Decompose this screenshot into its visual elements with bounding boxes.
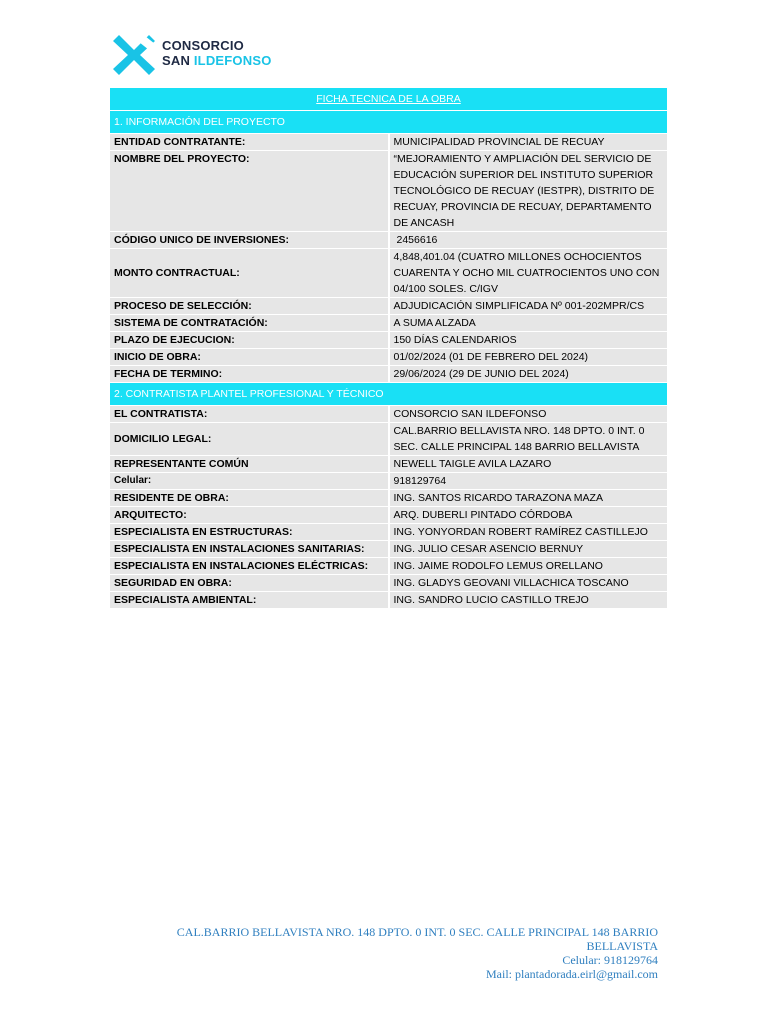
table-row — [110, 524, 667, 541]
table-row — [110, 332, 667, 349]
logo-line1: CONSORCIO — [162, 38, 244, 53]
row-label: SEGURIDAD EN OBRA: — [110, 575, 389, 592]
row-value: ING. YONYORDAN ROBERT RAMÍREZ CASTILLEJO — [389, 524, 668, 541]
row-value: A SUMA ALZADA — [389, 315, 668, 332]
page-footer — [118, 925, 658, 981]
row-label: ESPECIALISTA EN ESTRUCTURAS: — [110, 524, 389, 541]
row-label: CÓDIGO UNICO DE INVERSIONES: — [110, 232, 389, 249]
row-label: FECHA DE TERMINO: — [110, 366, 389, 383]
row-value: NEWELL TAIGLE AVILA LAZARO — [389, 456, 668, 473]
table-row — [110, 151, 667, 232]
table-row — [110, 423, 667, 456]
row-label: DOMICILIO LEGAL: — [110, 423, 389, 456]
table-row — [110, 558, 667, 575]
table-row — [110, 134, 667, 151]
row-label: ESPECIALISTA EN INSTALACIONES SANITARIAS: — [110, 541, 389, 558]
row-label: EL CONTRATISTA: — [110, 406, 389, 423]
table-row — [110, 507, 667, 524]
row-value: CAL.BARRIO BELLAVISTA NRO. 148 DPTO. 0 INT. 0 SEC. CALLE PRINCIPAL 148 BARRIO BELLAVISTA — [389, 423, 668, 456]
section-row — [110, 383, 667, 406]
ficha-tecnica-table — [110, 88, 667, 609]
row-value: MUNICIPALIDAD PROVINCIAL DE RECUAY — [389, 134, 668, 151]
row-value: ARQ. DUBERLI PINTADO CÓRDOBA — [389, 507, 668, 524]
row-label: RESIDENTE DE OBRA: — [110, 490, 389, 507]
row-label: INICIO DE OBRA: — [110, 349, 389, 366]
row-value: “MEJORAMIENTO Y AMPLIACIÓN DEL SERVICIO DE EDUCACIÓN SUPERIOR DEL INSTITUTO SUPERIOR TECNOLÓGICO DE RECUAY (IESTPR), DISTRITO DE RECUAY, PROVINCIA DE RECUAY, DEPARTAMENTO DE ANCASH — [389, 151, 668, 232]
row-label: PROCESO DE SELECCIÓN: — [110, 298, 389, 315]
logo-wordmark — [162, 38, 272, 68]
table-row — [110, 298, 667, 315]
table-row — [110, 456, 667, 473]
row-value: 2456616 — [389, 232, 668, 249]
logo-line2-ildefonso: ILDEFONSO — [193, 53, 272, 68]
table-row — [110, 249, 667, 298]
row-value: ING. JULIO CESAR ASENCIO BERNUY — [389, 541, 668, 558]
table-row — [110, 366, 667, 383]
table-row — [110, 315, 667, 332]
row-value: CONSORCIO SAN ILDEFONSO — [389, 406, 668, 423]
row-label: REPRESENTANTE COMÚN — [110, 456, 389, 473]
row-label: MONTO CONTRACTUAL: — [110, 249, 389, 298]
consorcio-x-logo-icon — [110, 34, 158, 76]
row-value: 01/02/2024 (01 DE FEBRERO DEL 2024) — [389, 349, 668, 366]
row-label: SISTEMA DE CONTRATACIÓN: — [110, 315, 389, 332]
table-row — [110, 232, 667, 249]
row-value: ING. GLADYS GEOVANI VILLACHICA TOSCANO — [389, 575, 668, 592]
table-row — [110, 541, 667, 558]
row-value: 29/06/2024 (29 DE JUNIO DEL 2024) — [389, 366, 668, 383]
row-label: ENTIDAD CONTRATANTE: — [110, 134, 389, 151]
table-row — [110, 490, 667, 507]
title-row — [110, 88, 667, 111]
footer-email: Mail: plantadorada.eirl@gmail.com — [486, 967, 658, 981]
table-row — [110, 575, 667, 592]
logo-line2-san: SAN — [162, 53, 191, 68]
section-row — [110, 111, 667, 134]
table-title: FICHA TECNICA DE LA OBRA — [110, 88, 667, 111]
section-heading-contratista: 2. CONTRATISTA PLANTEL PROFESIONAL Y TÉCNICO — [110, 383, 667, 406]
row-label: NOMBRE DEL PROYECTO: — [110, 151, 389, 232]
table-row — [110, 592, 667, 609]
footer-address: CAL.BARRIO BELLAVISTA NRO. 148 DPTO. 0 INT. 0 SEC. CALLE PRINCIPAL 148 BARRIO BELLAVISTA — [176, 925, 658, 953]
row-label: ESPECIALISTA EN INSTALACIONES ELÉCTRICAS: — [110, 558, 389, 575]
company-logo — [110, 34, 310, 76]
table-row — [110, 473, 667, 490]
row-label: PLAZO DE EJECUCION: — [110, 332, 389, 349]
row-label: ARQUITECTO: — [110, 507, 389, 524]
row-value: 150 DÍAS CALENDARIOS — [389, 332, 668, 349]
table-row — [110, 349, 667, 366]
section-heading-proyecto: 1. INFORMACIÓN DEL PROYECTO — [110, 111, 667, 134]
row-label: Celular: — [110, 473, 389, 490]
row-value: ING. JAIME RODOLFO LEMUS ORELLANO — [389, 558, 668, 575]
row-value: ING. SANDRO LUCIO CASTILLO TREJO — [389, 592, 668, 609]
footer-phone: Celular: 918129764 — [562, 953, 658, 967]
row-value: 918129764 — [389, 473, 668, 490]
row-value: ING. SANTOS RICARDO TARAZONA MAZA — [389, 490, 668, 507]
row-value: 4,848,401.04 (CUATRO MILLONES OCHOCIENTOS CUARENTA Y OCHO MIL CUATROCIENTOS UNO CON 04/100 SOLES. C/IGV — [389, 249, 668, 298]
table-row — [110, 406, 667, 423]
row-label: ESPECIALISTA AMBIENTAL: — [110, 592, 389, 609]
row-value: ADJUDICACIÓN SIMPLIFICADA Nº 001-202MPR/CS — [389, 298, 668, 315]
